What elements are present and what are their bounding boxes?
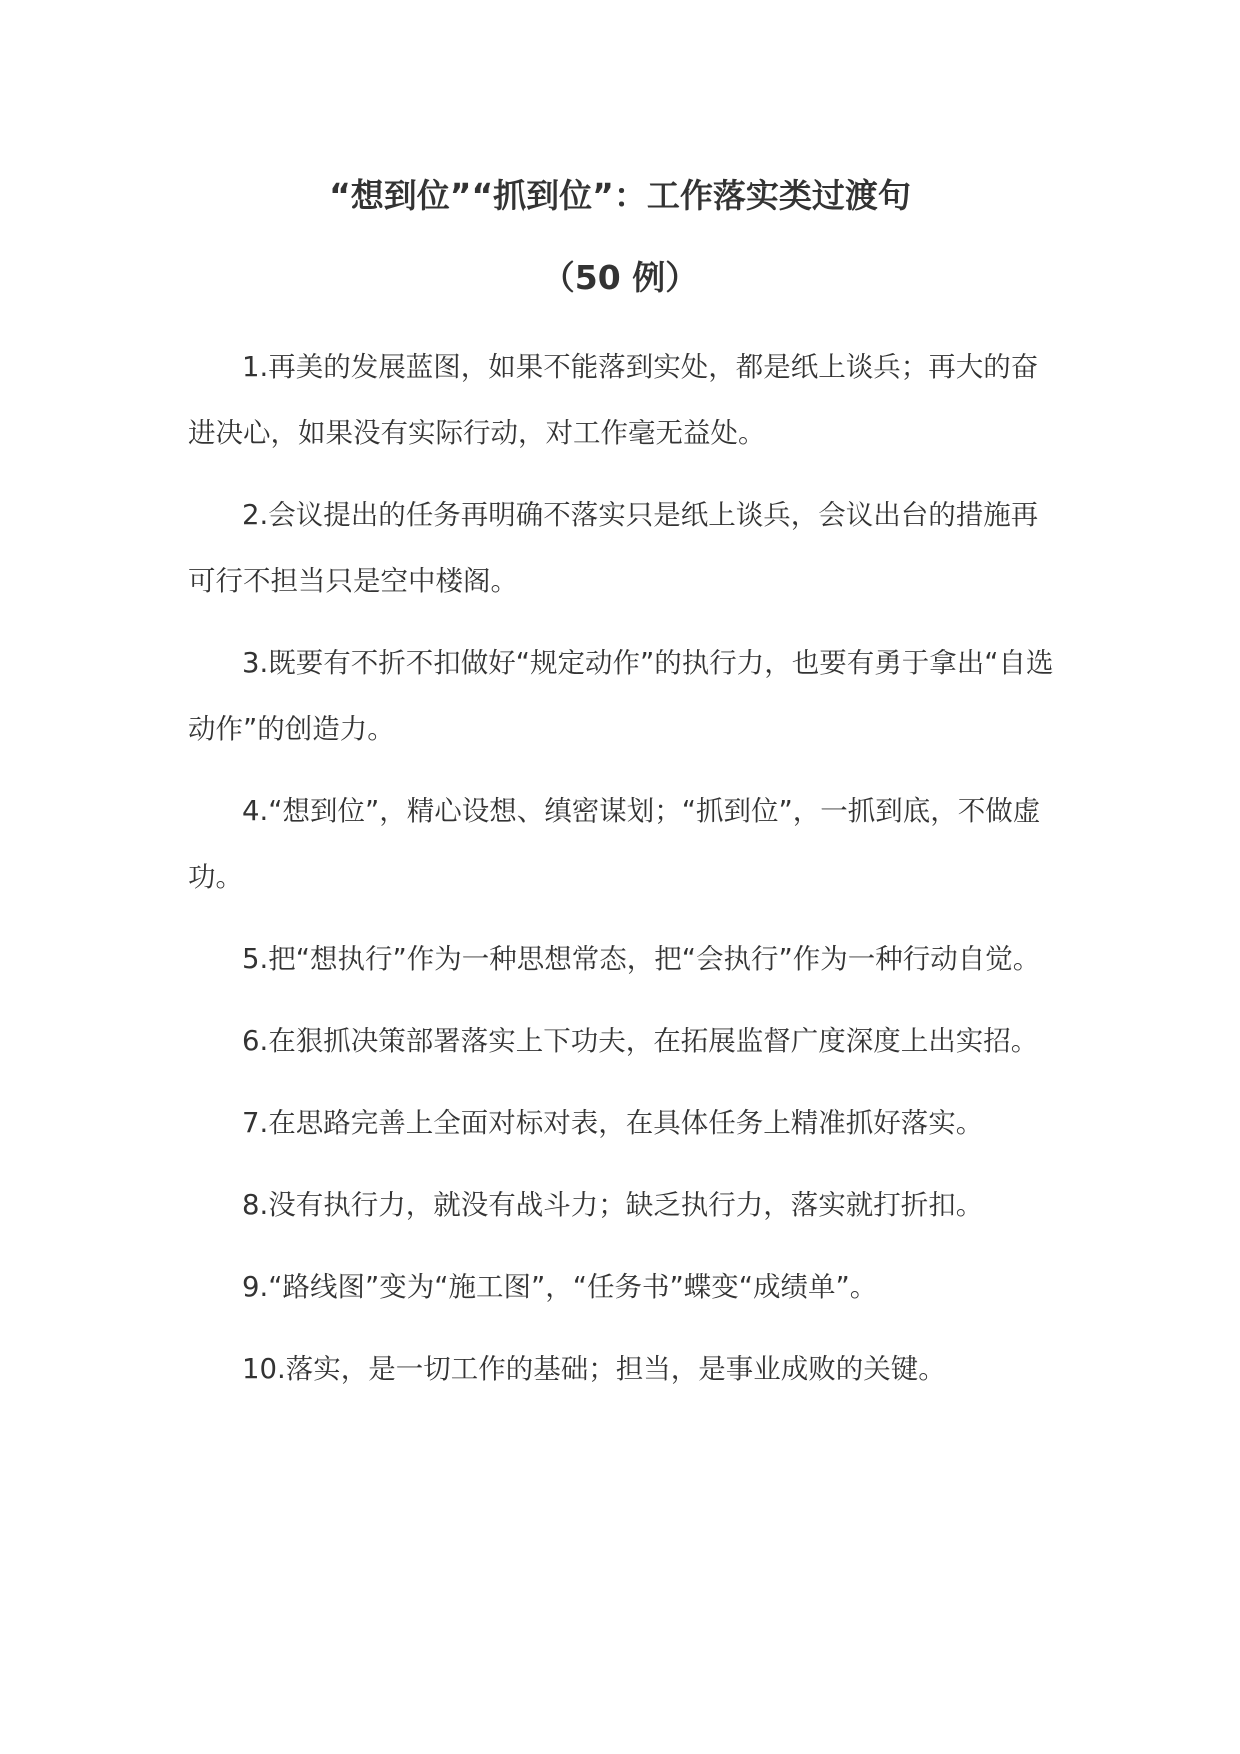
list-item: 4.“想到位”，精心设想、缜密谋划；“抓到位”，一抓到底，不做虚功。 (188, 795, 1041, 893)
document-title: “想到位”“抓到位”：工作落实类过渡句 (329, 176, 911, 215)
list-item: 7.在思路完善上全面对标对表，在具体任务上精准抓好落实。 (242, 1107, 984, 1139)
list-item: 3.既要有不折不扣做好“规定动作”的执行力，也要有勇于拿出“自选动作”的创造力。 (188, 647, 1054, 745)
list-item: 1.再美的发展蓝图，如果不能落到实处，都是纸上谈兵；再大的奋进决心，如果没有实际行动，对工作毫无益处。 (188, 351, 1039, 449)
document-subtitle: （50 例） (541, 258, 699, 297)
sentence-list (188, 334, 1056, 1418)
list-item: 6.在狠抓决策部署落实上下功夫，在拓展监督广度深度上出实招。 (242, 1025, 1039, 1057)
list-item: 8.没有执行力，就没有战斗力；缺乏执行力，落实就打折扣。 (242, 1189, 984, 1221)
list-item: 2.会议提出的任务再明确不落实只是纸上谈兵，会议出台的措施再可行不担当只是空中楼阁。 (188, 499, 1039, 597)
list-item: 9.“路线图”变为“施工图”，“任务书”蝶变“成绩单”。 (242, 1271, 878, 1303)
list-item: 10.落实，是一切工作的基础；担当，是事业成败的关键。 (242, 1353, 946, 1385)
list-item: 5.把“想执行”作为一种思想常态，把“会执行”作为一种行动自觉。 (242, 943, 1041, 975)
